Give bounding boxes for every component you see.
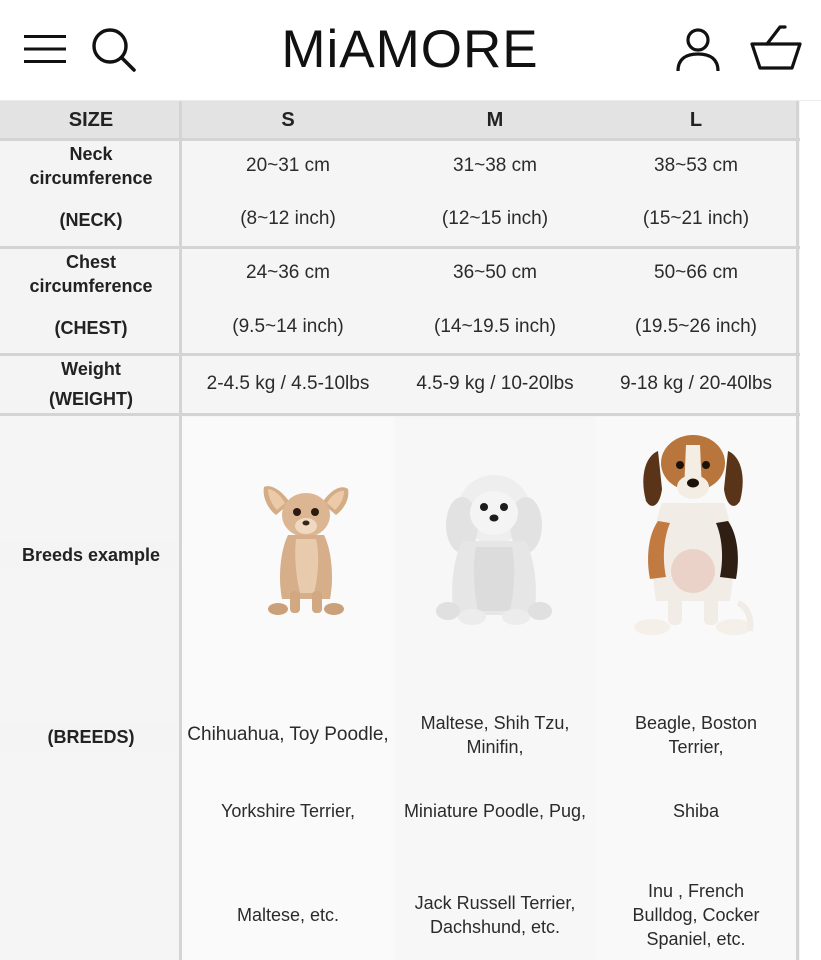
chest-inch-m: (14~19.5 inch): [434, 316, 556, 337]
chest-cm-s: 24~36 cm: [246, 262, 330, 283]
neck-label-line2: circumference: [29, 168, 153, 188]
chest-label-code: (CHEST): [54, 318, 128, 338]
hamburger-menu-icon[interactable]: [24, 34, 66, 64]
column-header-s: S: [182, 101, 394, 139]
breeds-row2-s: Yorkshire Terrier,: [220, 801, 356, 821]
grid-line-h1: [0, 138, 800, 141]
weight-l: 9-18 kg / 20-40lbs: [619, 373, 773, 394]
neck-cm-s: 20~31 cm: [246, 155, 330, 176]
breeds-row2-l: Shiba: [672, 801, 720, 821]
weight-s: 2-4.5 kg / 4.5-10lbs: [206, 373, 370, 394]
column-header-size: SIZE: [0, 101, 182, 139]
neck-label-code: (NECK): [59, 210, 123, 230]
row-label-breeds: Breeds example: [0, 541, 182, 569]
weight-label-line1: Weight: [61, 359, 121, 379]
weight-label-code: (WEIGHT): [49, 389, 133, 409]
chest-cm-m: 36~50 cm: [453, 262, 537, 283]
chest-label-line1: Chest: [65, 252, 116, 272]
neck-cm-m: 31~38 cm: [453, 155, 537, 176]
breeds-row1-m: Maltese, Shih Tzu, Minifin,: [420, 713, 570, 757]
row-label-chest: [0, 248, 182, 352]
row-label-neck: [0, 139, 182, 246]
breeds-row3-s: Maltese, etc.: [236, 905, 340, 925]
row-label-weight: [0, 355, 182, 413]
breeds-row3-l: Inu , French Bulldog, Cocker Spaniel, etc.: [632, 881, 760, 949]
size-chart-table: [0, 101, 800, 960]
chest-inch-l: (19.5~26 inch): [635, 316, 757, 337]
grid-line-h4: [0, 413, 800, 416]
column-header-m: M: [394, 101, 596, 139]
chest-inch-s: (9.5~14 inch): [232, 316, 344, 337]
breeds-row1-s: Chihuahua, Toy Poodle,: [187, 724, 389, 745]
grid-line-v4: [796, 101, 799, 960]
column-header-l: L: [596, 101, 796, 139]
neck-inch-m: (12~15 inch): [441, 208, 549, 229]
chest-cm-l: 50~66 cm: [654, 262, 738, 283]
breeds-row1-l: Beagle, Boston Terrier,: [634, 713, 758, 757]
brand-logo[interactable]: MiAMORE: [281, 20, 539, 79]
maltese-photo: [432, 467, 556, 627]
weight-m: 4.5-9 kg / 10-20lbs: [416, 373, 574, 394]
grid-line-h2: [0, 246, 800, 249]
user-account-icon[interactable]: [675, 27, 721, 73]
neck-inch-l: (15~21 inch): [642, 208, 750, 229]
chest-label-line2: circumference: [29, 276, 153, 296]
breeds-row3-m: Jack Russell Terrier, Dachshund, etc.: [414, 893, 576, 937]
neck-inch-s: (8~12 inch): [240, 208, 336, 229]
row-label-breeds-code: (BREEDS): [0, 723, 182, 751]
grid-line-h3: [0, 353, 800, 356]
neck-cm-l: 38~53 cm: [654, 155, 738, 176]
grid-line-v1: [179, 101, 182, 960]
breeds-row2-m: Miniature Poodle, Pug,: [403, 801, 587, 821]
neck-label-line1: Neck: [69, 144, 113, 164]
site-header: [0, 0, 821, 101]
shopping-basket-icon[interactable]: [750, 24, 802, 72]
search-icon[interactable]: [90, 26, 138, 74]
beagle-photo: [628, 431, 758, 641]
chihuahua-photo: [258, 481, 354, 621]
